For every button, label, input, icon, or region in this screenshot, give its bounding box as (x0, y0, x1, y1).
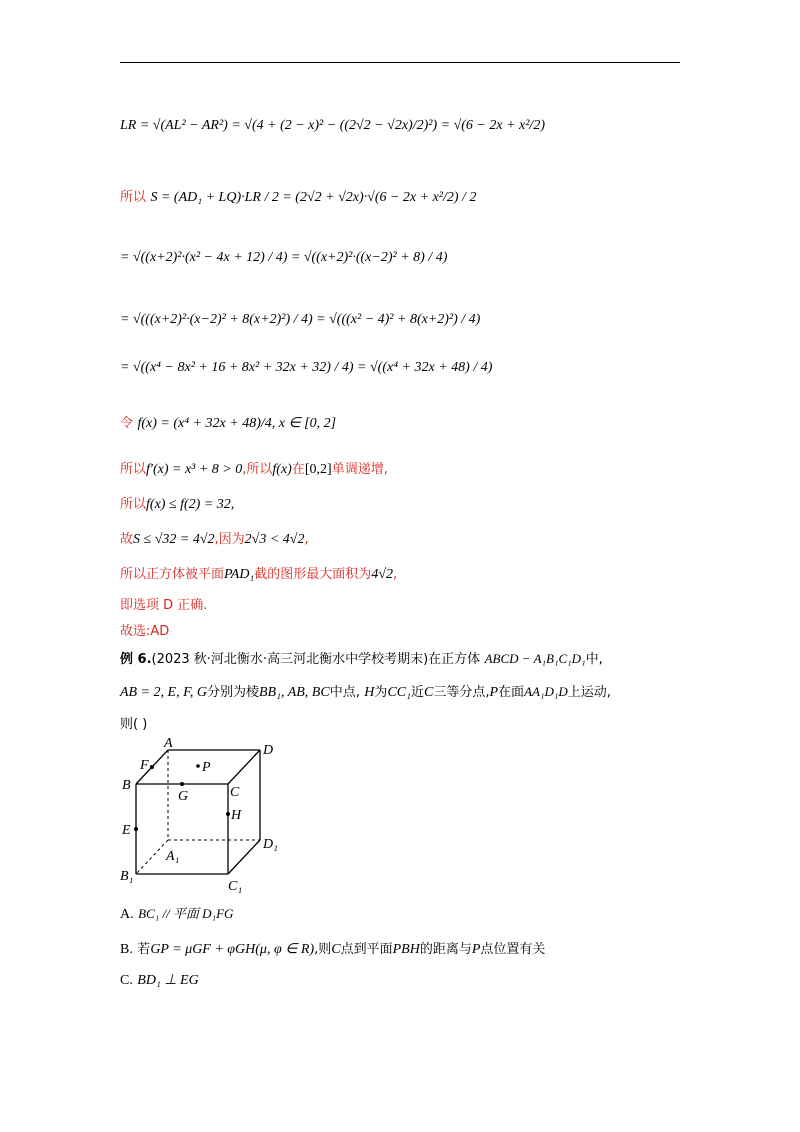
label-c1: C₁ (228, 879, 243, 894)
then-line: 则( ) (120, 717, 148, 732)
option-b-post: ,则 (314, 942, 332, 957)
function-definition: f(x) = (x⁴ + 32x + 48)/4, x ∈ [0, 2] (137, 416, 337, 431)
option-c-math: BD₁ ⊥ EG (137, 973, 199, 988)
therefore-line (120, 528, 309, 548)
label-b1: B₁ (120, 869, 134, 884)
option-b-p: P (471, 942, 481, 957)
derivative-in: 在 (291, 462, 305, 477)
bound-label: 所以 (120, 497, 147, 512)
therefore-formula: S ≤ √32 = 4√2 (133, 532, 215, 547)
example-source: (2023 秋·河北衡水·高三河北衡水中学校考期末)在正方体 (151, 652, 481, 667)
example-6-header (120, 648, 603, 667)
conclusion-value: 4√2 (371, 567, 393, 582)
cond-mid2: 中点, (329, 685, 360, 700)
option-b-mid2: 的距离与 (419, 942, 472, 957)
bound-formula: f(x) ≤ f(2) = 32, (146, 497, 235, 512)
cond-mid3: 为 (374, 685, 388, 700)
label-b: B (122, 778, 131, 793)
label-e: E (122, 823, 131, 838)
option-c-letter: C. (120, 973, 133, 988)
example-conditions (120, 681, 611, 701)
label-g: G (178, 789, 189, 804)
area-formula-line (120, 186, 476, 206)
option-b-letter: B. (120, 942, 133, 957)
therefore-end: , (304, 532, 309, 547)
label-h: H (231, 808, 242, 823)
option-b-pbh: PBH (392, 942, 420, 957)
cond-face: AA₁D₁D (524, 684, 568, 699)
cond-p: P (489, 685, 499, 700)
derivative-interval: [0,2] (304, 462, 332, 477)
label-p: P (202, 760, 211, 775)
derivative-line (120, 458, 388, 478)
label-a: A (164, 736, 173, 751)
option-b (120, 938, 545, 958)
cond-mid5: 三等分点, (433, 685, 490, 700)
derivative-conclusion: 单调递增, (331, 462, 388, 477)
option-b-pre: 若 (137, 942, 151, 957)
option-b-c: C (331, 942, 341, 957)
option-b-math: GP = μGF + φGH(μ, φ ∈ R) (150, 942, 315, 957)
therefore-because: ,因为 (214, 532, 245, 547)
option-a (120, 903, 233, 923)
lr-formula: LR = √(AL² − AR²) = √(4 + (2 − x)² − ((2√2 − √2x)/2)²) = √(6 − 2x + x²/2) (120, 118, 545, 133)
therefore-label: 故 (120, 532, 134, 547)
cond-cc1: CC₁ (387, 685, 411, 700)
let-label: 令 (120, 416, 134, 431)
cond-mid6: 在面 (498, 685, 525, 700)
derivative-label: 所以 (120, 462, 147, 477)
derivative-connector: ,所以 (242, 462, 273, 477)
label-a1: A₁ (166, 849, 180, 864)
label-d: D (263, 743, 274, 758)
conclusion-end: , (393, 567, 398, 582)
equation-line-1: = √((x+2)²·(x² − 4x + 12) / 4) = √((x+2)²·((x−2)² + 8) / 4) (120, 250, 448, 265)
answer-line: 故选:AD (120, 624, 170, 639)
label-c: C (230, 785, 240, 800)
option-d-correct: 即选项 D 正确. (120, 598, 208, 613)
example-in: 中, (585, 652, 603, 667)
equation-line-3: = √((x⁴ − 8x² + 16 + 8x² + 32x + 32) / 4) = √((x⁴ + 32x + 48) / 4) (120, 360, 493, 375)
bound-line (120, 493, 234, 513)
conclusion-plane: PAD₁ (224, 567, 255, 582)
cond-edges: BB₁, AB, BC (258, 685, 330, 700)
cond-ab: AB = 2, E, F, G (120, 685, 207, 700)
cond-mid4: 近 (410, 685, 424, 700)
area-formula: S = (AD₁ + LQ)·LR / 2 = (2√2 + √2x)·√(6 − 2x + x²/2) / 2 (150, 190, 477, 205)
define-function-line (120, 412, 336, 432)
cond-c: C (424, 685, 434, 700)
option-a-math: BC₁ // 平面 D₁FG (138, 906, 234, 921)
cond-h: H (364, 685, 375, 700)
header-rule (120, 62, 680, 63)
example-cube: ABCD − A₁B₁C₁D₁ (484, 651, 586, 666)
label-d1: D₁ (263, 837, 278, 852)
equation-line-2: = √(((x+2)²·(x−2)² + 8(x+2)²) / 4) = √(((x² − 4)² + 8(x+2)²) / 4) (120, 312, 481, 327)
conclusion-prefix: 所以正方体被平面 (120, 567, 225, 582)
label-f: F (140, 758, 149, 773)
option-a-letter: A. (120, 907, 134, 922)
cube-figure (118, 736, 288, 896)
example-label: 例 6. (120, 652, 152, 667)
conclusion-suffix: 截的图形最大面积为 (254, 567, 372, 582)
derivative-formula: f′(x) = x³ + 8 > 0 (146, 462, 243, 477)
derivative-fx: f(x) (272, 462, 292, 477)
conclusion-line (120, 563, 397, 583)
cond-mid1: 分别为棱 (206, 685, 259, 700)
therefore-comparison: 2√3 < 4√2 (244, 532, 305, 547)
so-label: 所以 (120, 190, 147, 205)
cond-end: 上运动, (567, 685, 611, 700)
option-c (120, 972, 199, 989)
option-b-mid: 点到平面 (340, 942, 393, 957)
option-b-end: 点位置有关 (480, 942, 546, 957)
